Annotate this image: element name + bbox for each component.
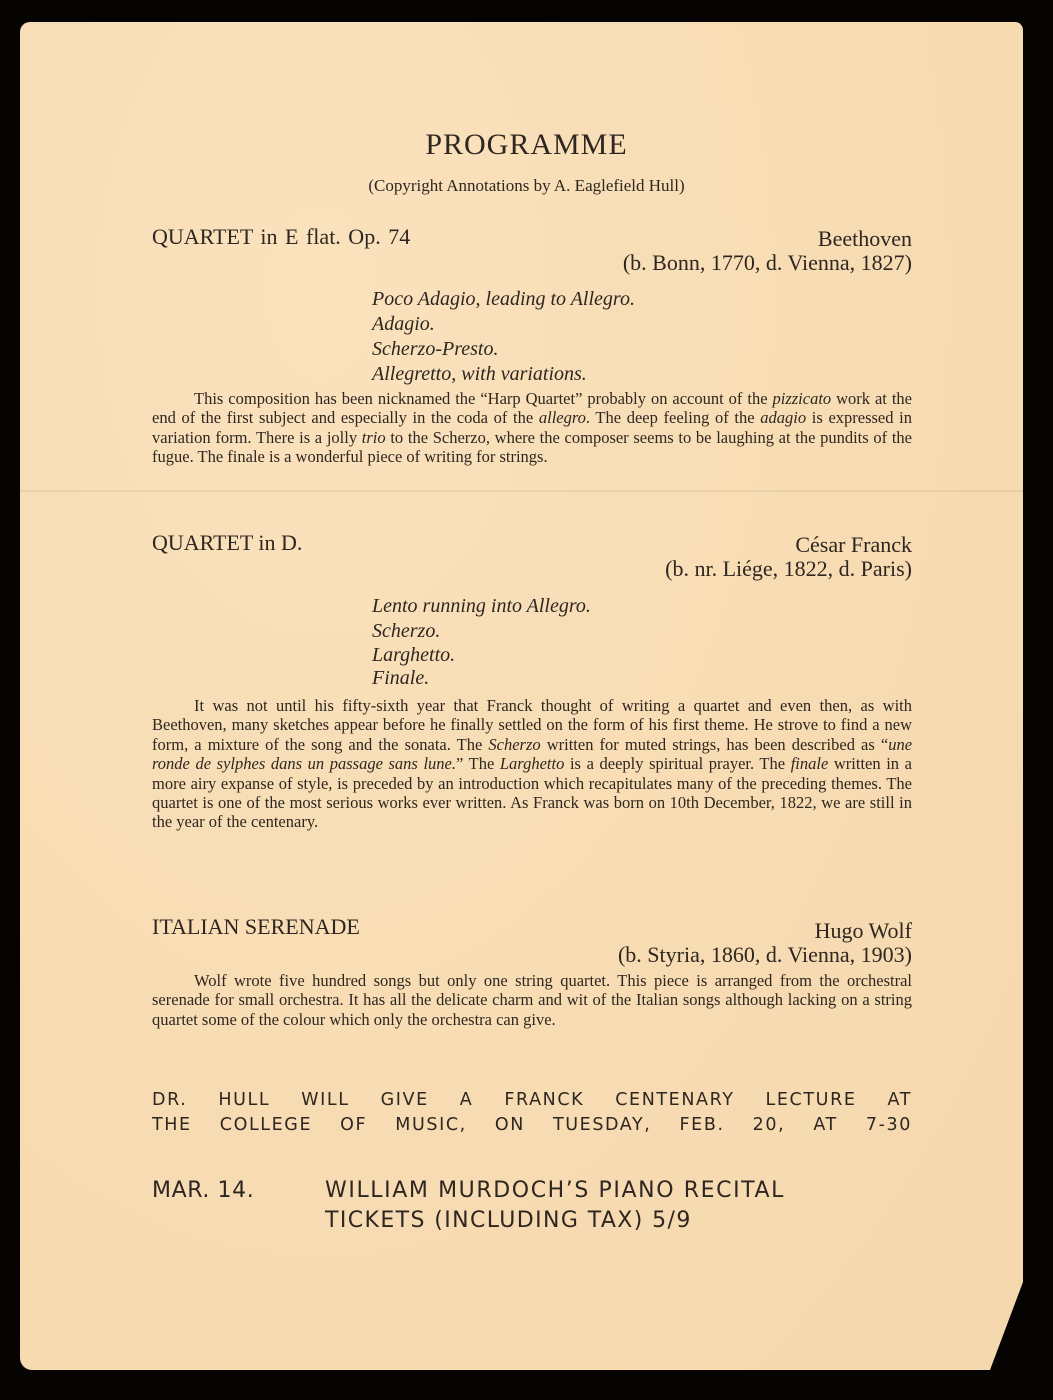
piece-title: QUARTET in D. [152,530,303,555]
italic-term: Larghetto [499,754,565,774]
piece-composer-dates: (b. Bonn, 1770, d. Vienna, 1827) [622,250,912,275]
recital-tickets: TICKETS (INCLUDING TAX) 5/9 [325,1208,692,1233]
notes-text: It was not until his fifty-sixth year that Franck thought of writing a quartet and even then, as with Beethoven, many sketches appear before he finally settled on the form of his first theme. He strove to find a new form, a mixture of the song and the sonata. The [152,696,912,754]
page-title: PROGRAMME [425,128,628,161]
piece-composer: Beethoven [817,226,912,251]
piece-composer-dates: (b. Styria, 1860, d. Vienna, 1903) [617,942,912,967]
movement: Finale. [372,667,430,689]
italic-term: finale [790,754,829,774]
lecture-announcement-line: THE COLLEGE OF MUSIC, ON TUESDAY, FEB. 20, AT 7-30 [152,1115,912,1135]
notes-text: written in a more airy expanse of style, is preceded by an introduction which recapitulates many of the preceding themes. The quartet is one of the most serious works ever written. As Franck was born on 10th December, 1822, we are still in the year of the centenary. [152,754,912,832]
page-subtitle: (Copyright Annotations by A. Eaglefield Hull) [368,176,685,195]
movement: Lento running into Allegro. [372,595,591,617]
italic-term: une ronde de sylphes dans un passage sans lune. [152,734,913,774]
notes-text: Wolf wrote five hundred songs but only one string quartet. This piece is arranged from the orchestral serenade for small orchestra. It has all the delicate charm and wit of the Italian songs although lacking on a string quartet some of the colour which only the orchestra can give. [152,971,912,1029]
italic-term: pizzicato [772,389,832,408]
piece-notes [152,696,912,832]
piece-composer: Hugo Wolf [814,918,912,943]
movement: Scherzo. [372,620,441,642]
notes-text: is expressed in variation form. There is a jolly [152,408,913,447]
italic-term: allegro [538,408,586,428]
movement: Larghetto. [372,644,456,666]
piece-title: QUARTET in E flat. Op. 74 [152,224,411,249]
piece-notes [152,971,912,1029]
notes-text: written for muted strings, has been described as “ [540,734,889,754]
piece-title: ITALIAN SERENADE [152,914,360,939]
notes-text: to the Scherzo, where the composer seems to be laughing at the pundits of the fugue. The finale is a wonderful piece of writing for strings. [152,427,912,467]
fold-crease [20,490,1023,492]
italic-term: Scherzo [488,734,541,754]
movement: Scherzo-Presto. [372,338,499,360]
notes-text: work at the end of the first subject and especially in the coda of the [152,389,912,428]
lecture-announcement-line: DR. HULL WILL GIVE A FRANCK CENTENARY LECTURE AT [152,1090,912,1110]
notes-text: ” The [455,754,500,774]
movement: Allegretto, with variations. [372,363,587,385]
notes-text: This composition has been nicknamed the “Harp Quartet” probably on account of the [194,389,773,408]
movement: Poco Adagio, leading to Allegro. [372,288,635,310]
notes-text: is a deeply spiritual prayer. The [564,754,791,774]
piece-composer-dates: (b. nr. Liége, 1822, d. Paris) [665,556,912,581]
italic-term: adagio [760,408,807,428]
notes-text: . The deep feeling of the [585,408,761,428]
piece-notes [152,389,912,467]
recital-title: WILLIAM MURDOCH’S PIANO RECITAL [325,1178,785,1203]
piece-composer: César Franck [795,532,912,557]
italic-term: trio [361,427,386,447]
recital-date: MAR. 14. [152,1178,255,1203]
movement: Adagio. [372,313,435,335]
